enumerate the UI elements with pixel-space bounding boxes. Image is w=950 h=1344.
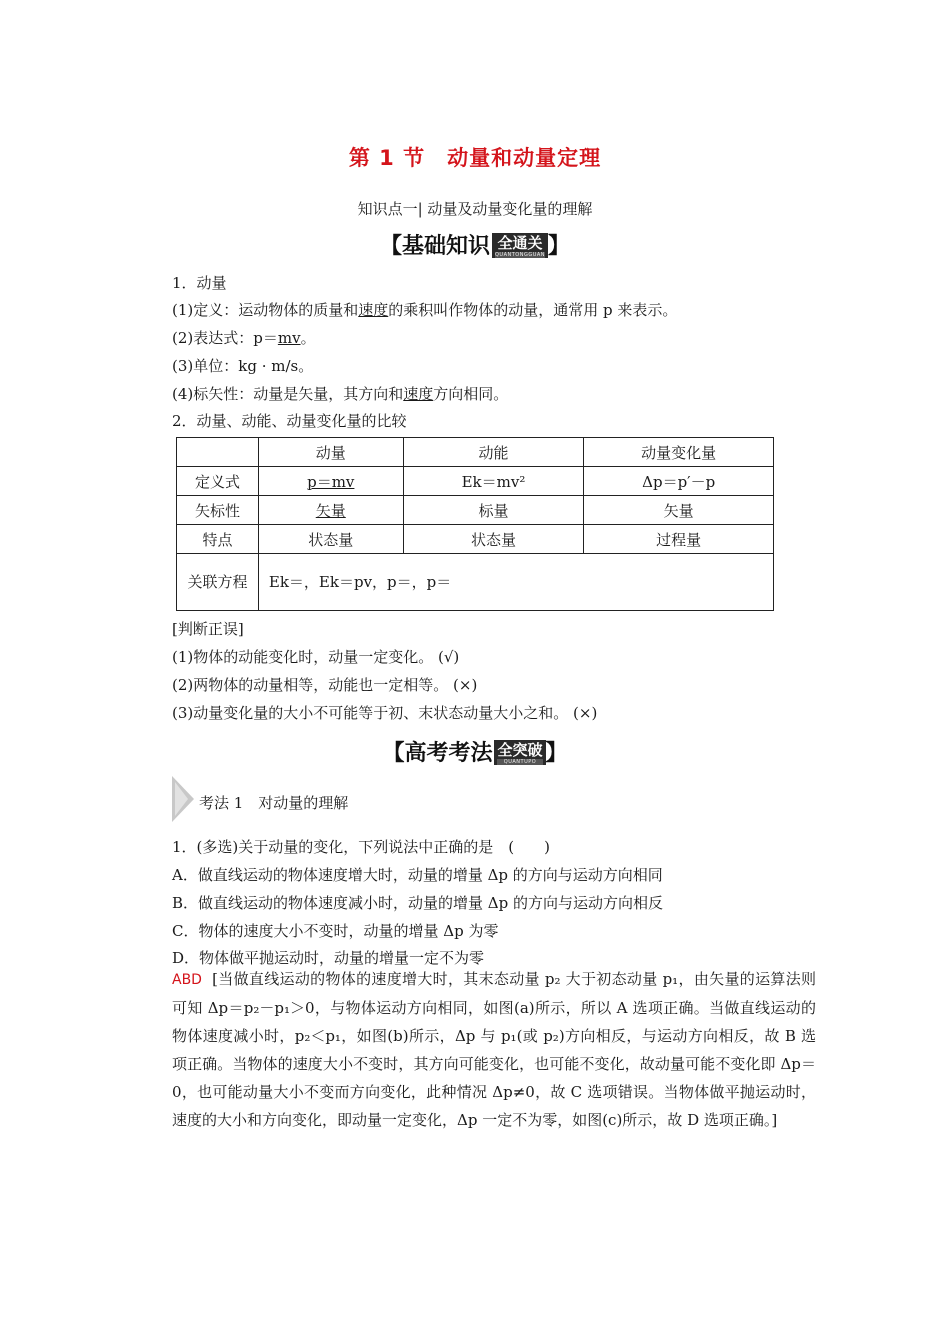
explanation-text: [当做直线运动的物体的速度增大时，其末态动量 p₂ 大于初态动量 p₁，由矢量的运算法则可知 Δp＝p₂－p₁＞0，与物体运动方向相同，如图(a)所示，所以 A 选项正确。当做直线运动的物体速度减小时，p₂＜p₁，如图(b)所示，Δp 与 p₁(或 p₂)方向相反，与运动方向相反，故 B 选项正确。当物体的速度大小不变时，其方向可能变化，也可能不变化，故动量可能不变化即 Δp＝0，也可能动量大小不变而方向变化，此种情况 Δp≠0，故 C 选项错误。当物体做平抛运动时，速度的大小和方向变化，即动量一定变化，Δp 一定不为零，如图(c)所示，故 D 选项正确。] bbox=[172, 970, 817, 1129]
table-cell: 定义式 bbox=[177, 467, 259, 496]
table-row bbox=[177, 496, 774, 525]
expression-line bbox=[172, 327, 316, 348]
table-cell: 标量 bbox=[403, 496, 584, 525]
question-stem: 1．(多选)关于动量的变化，下列说法中正确的是 ( ) bbox=[172, 838, 550, 856]
vector-line bbox=[172, 383, 508, 404]
question-option: C．物体的速度大小不变时，动量的增量 Δp 为零 bbox=[172, 922, 499, 940]
judge-item: (2)两物体的动量相等，动能也一定相等。 (×) bbox=[172, 676, 478, 694]
judge-heading: [判断正误] bbox=[172, 620, 244, 638]
banner-tag-text: 全突破 bbox=[497, 741, 543, 759]
answer-key: ABD bbox=[172, 972, 202, 988]
banner-close: 】 bbox=[545, 741, 568, 766]
table-header-cell bbox=[177, 438, 259, 467]
heading-momentum: 1．动量 bbox=[172, 274, 227, 292]
table-header-cell: 动能 bbox=[403, 438, 584, 467]
text: (2)表达式：p＝ bbox=[172, 329, 278, 347]
question-option: D．物体做平抛运动时，动量的增量一定不为零 bbox=[172, 949, 485, 967]
table-row bbox=[177, 525, 774, 554]
table-header-cell: 动量 bbox=[258, 438, 403, 467]
table-header-cell: 动量变化量 bbox=[584, 438, 774, 467]
table-cell: 过程量 bbox=[584, 525, 774, 554]
banner-close: 】 bbox=[548, 234, 571, 259]
section-title: 第 1 节 动量和动量定理 bbox=[348, 146, 602, 170]
table-row bbox=[177, 467, 774, 496]
table-row-relation bbox=[177, 554, 774, 611]
text: (4)标矢性：动量是矢量，其方向和 bbox=[172, 385, 404, 403]
relation-equations: Ek＝，Ek＝pv，p＝，p＝ bbox=[258, 554, 773, 611]
text: 的乘积叫作物体的动量，通常用 p 来表示。 bbox=[388, 301, 678, 319]
table-cell: 特点 bbox=[177, 525, 259, 554]
method-label: 考法 1 对动量的理解 bbox=[199, 794, 349, 812]
text: (1)定义：运动物体的质量和 bbox=[172, 301, 359, 319]
table-cell: 矢标性 bbox=[177, 496, 259, 525]
table-cell: Δp＝p′－p bbox=[584, 467, 774, 496]
text: 方向相同。 bbox=[433, 385, 509, 403]
arrow-marker-icon bbox=[172, 776, 194, 822]
underlined-answer: mv bbox=[277, 329, 301, 347]
banner-tag bbox=[492, 233, 548, 258]
banner-exam-methods bbox=[0, 736, 950, 767]
underlined-answer: 速度 bbox=[403, 385, 434, 403]
question-option: A．做直线运动的物体速度增大时，动量的增量 Δp 的方向与运动方向相同 bbox=[172, 866, 663, 884]
table-cell: 矢量 bbox=[258, 496, 403, 525]
judge-item: (3)动量变化量的大小不可能等于初、末状态动量大小之和。 (×) bbox=[172, 704, 598, 722]
table-cell: 状态量 bbox=[403, 525, 584, 554]
underlined-answer: 速度 bbox=[358, 301, 389, 319]
banner-tag-text: 全通关 bbox=[497, 234, 543, 252]
definition-line bbox=[172, 299, 677, 320]
heading-comparison: 2．动量、动能、动量变化量的比较 bbox=[172, 412, 407, 430]
answer-explanation bbox=[172, 965, 816, 1134]
banner-basic-knowledge bbox=[0, 229, 950, 260]
table-cell: 状态量 bbox=[258, 525, 403, 554]
comparison-table bbox=[176, 437, 774, 611]
table-cell: Ek＝mv² bbox=[403, 467, 584, 496]
banner-tag-sub: QUANTONGGUAN bbox=[494, 252, 546, 258]
banner-tag-sub: QUANTUPO bbox=[497, 759, 542, 765]
table-cell: 关联方程 bbox=[177, 554, 259, 611]
question-option: B．做直线运动的物体速度减小时，动量的增量 Δp 的方向与运动方向相反 bbox=[172, 894, 663, 912]
text: 。 bbox=[300, 329, 316, 347]
unit-line: (3)单位：kg · m/s。 bbox=[172, 357, 314, 375]
table-cell: 矢量 bbox=[584, 496, 774, 525]
table-cell: p＝mv bbox=[258, 467, 403, 496]
judge-item: (1)物体的动能变化时，动量一定变化。 (√) bbox=[172, 648, 460, 666]
banner-main-text: 【高考考法 bbox=[382, 741, 493, 766]
banner-main-text: 【基础知识 bbox=[379, 234, 490, 259]
table-header-row bbox=[177, 438, 774, 467]
banner-tag bbox=[494, 740, 545, 765]
knowledge-point-heading: 知识点一| 动量及动量变化量的理解 bbox=[357, 200, 593, 218]
